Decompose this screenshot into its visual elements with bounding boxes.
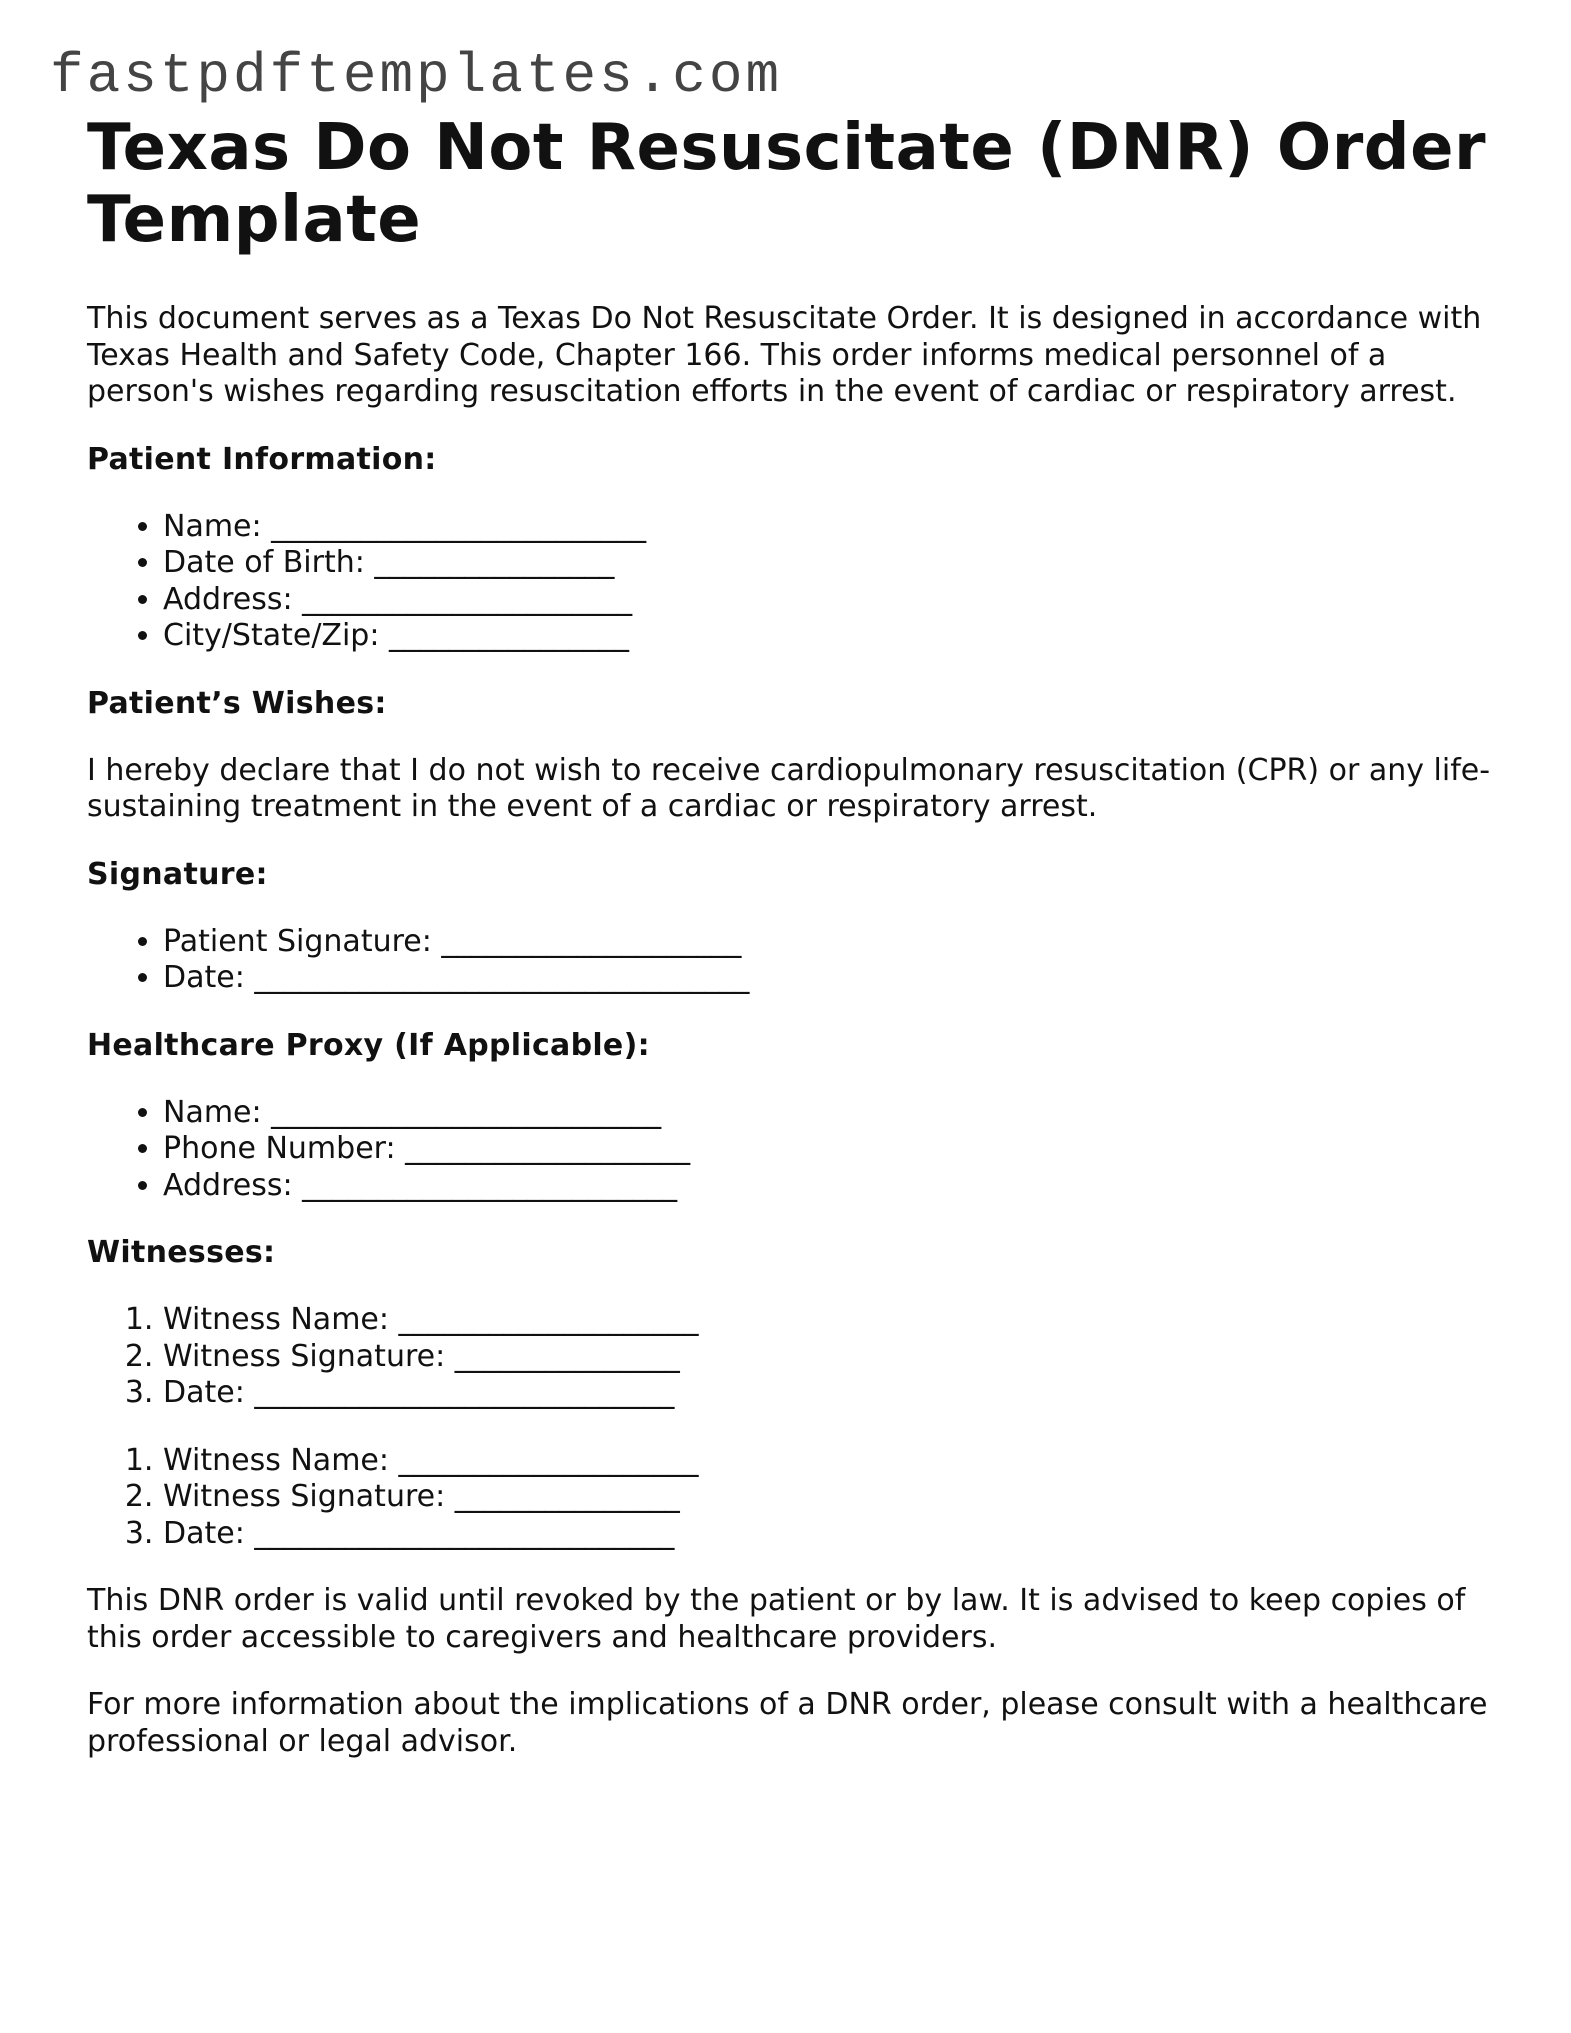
watermark: fastpdftemplates.com: [50, 44, 783, 108]
wishes-heading: Patient’s Wishes:: [87, 685, 387, 721]
witness-2-signature-field[interactable]: 2. Witness Signature: _______________: [163, 1479, 1507, 1516]
patient-dob-field[interactable]: • Date of Birth: ________________: [163, 545, 1507, 582]
document: [87, 112, 1507, 1760]
signature-list: [87, 924, 1507, 997]
validity-paragraph: This DNR order is valid until revoked by the patient or by law. It is advised to keep copies of this order accessible to caregivers and healthcare providers.: [87, 1583, 1466, 1655]
proxy-heading: Healthcare Proxy (If Applicable):: [87, 1027, 650, 1063]
witness-1-date-field[interactable]: 3. Date: ____________________________: [163, 1375, 1507, 1412]
patient-city-state-zip-field[interactable]: • City/State/Zip: ________________: [163, 618, 1507, 655]
intro-paragraph: This document serves as a Texas Do Not Resuscitate Order. It is designed in accordance with Texas Health and Safety Code, Chapter 166. This order informs medical personnel of a person's wishes regarding resuscitation efforts in the event of cardiac or respiratory arrest.: [87, 301, 1482, 409]
signature-heading: Signature:: [87, 856, 268, 892]
witness-2-list: [87, 1443, 1507, 1553]
proxy-name-field[interactable]: • Name: __________________________: [163, 1095, 1507, 1132]
signature-date-field[interactable]: • Date: _________________________________: [163, 960, 1507, 997]
patient-info-list: [87, 509, 1507, 655]
proxy-phone-field[interactable]: • Phone Number: ___________________: [163, 1131, 1507, 1168]
proxy-address-field[interactable]: • Address: _________________________: [163, 1168, 1507, 1205]
proxy-list: [87, 1095, 1507, 1205]
patient-name-field[interactable]: • Name: _________________________: [163, 509, 1507, 546]
patient-signature-field[interactable]: • Patient Signature: ____________________: [163, 924, 1507, 961]
witness-1-signature-field[interactable]: 2. Witness Signature: _______________: [163, 1339, 1507, 1376]
witness-1-list: [87, 1302, 1507, 1412]
witnesses-heading: Witnesses:: [87, 1235, 276, 1270]
more-info-paragraph: For more information about the implications of a DNR order, please consult with a healthcare professional or legal advisor.: [87, 1687, 1488, 1759]
patient-info-heading: Patient Information:: [87, 441, 437, 477]
page-title: Texas Do Not Resuscitate (DNR) Order Template: [87, 111, 1487, 257]
witness-1-name-field[interactable]: 1. Witness Name: ____________________: [163, 1302, 1507, 1339]
wishes-paragraph: I hereby declare that I do not wish to receive cardiopulmonary resuscitation (CPR) or any life-sustaining treatment in the event of a cardiac or respiratory arrest.: [87, 752, 1491, 824]
witness-2-name-field[interactable]: 1. Witness Name: ____________________: [163, 1443, 1507, 1480]
patient-address-field[interactable]: • Address: ______________________: [163, 582, 1507, 619]
witness-2-date-field[interactable]: 3. Date: ____________________________: [163, 1516, 1507, 1553]
